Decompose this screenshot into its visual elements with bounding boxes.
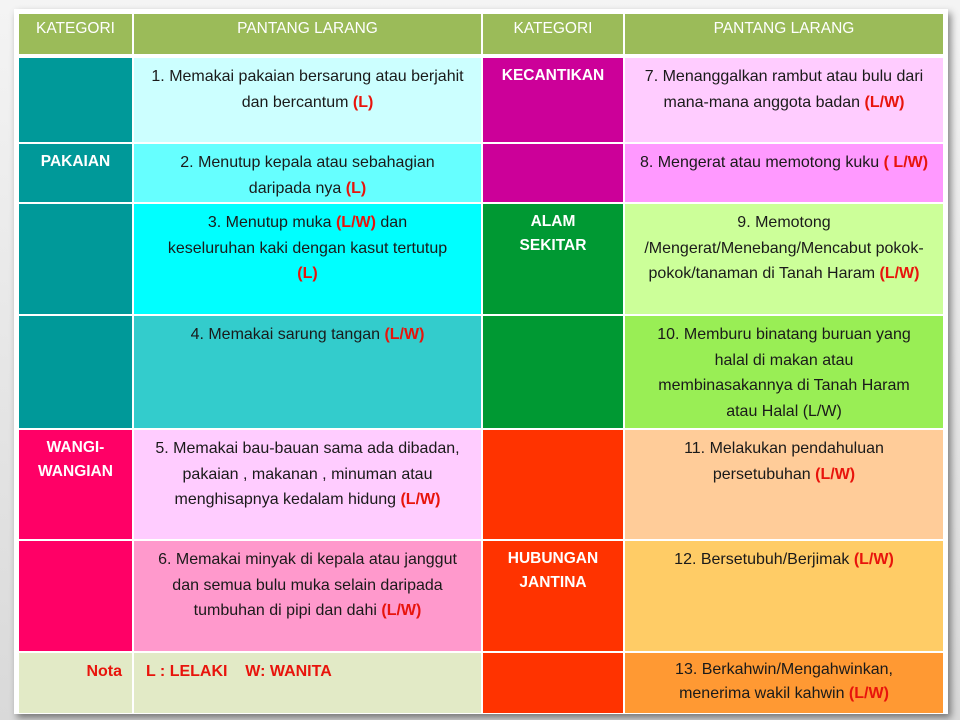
category-cell [483, 316, 623, 428]
category-cell [483, 430, 623, 539]
category-kecantikan: KECANTIKAN [483, 58, 623, 142]
category-pakaian: PAKAIAN [19, 144, 132, 202]
nota-label: Nota [19, 653, 132, 713]
item-12: 12. Bersetubuh/Berjimak (L/W) [625, 541, 943, 651]
item-5: 5. Memakai bau-bauan sama ada dibadan, pakaian , makanan , minuman atau menghisapnya kedalam hidung (L/W) [134, 430, 481, 539]
item-9: 9. Memotong /Mengerat/Menebang/Mencabut pokok-pokok/tanaman di Tanah Haram (L/W) [625, 204, 943, 314]
item-13: 13. Berkahwin/Mengahwinkan, menerima wakil kahwin (L/W) [625, 653, 943, 713]
header-pantang-1: PANTANG LARANG [134, 14, 481, 54]
item-10: 10. Memburu binatang buruan yang halal di makan atau membinasakannya di Tanah Haram atau Halal (L/W) [625, 316, 943, 428]
category-cell [19, 316, 132, 428]
item-11: 11. Melakukan pendahuluan persetubuhan (L/W) [625, 430, 943, 539]
header-kategori-1: KATEGORI [19, 14, 132, 54]
item-6: 6. Memakai minyak di kepala atau janggut dan semua bulu muka selain daripada tumbuhan di pipi dan dahi (L/W) [134, 541, 481, 651]
nota-value: L : LELAKI W: WANITA [134, 653, 481, 713]
category-cell [483, 144, 623, 202]
category-cell [19, 541, 132, 651]
item-1: 1. Memakai pakaian bersarung atau berjahit dan bercantum (L) [134, 58, 481, 142]
category-cell [19, 204, 132, 314]
item-7: 7. Menanggalkan rambut atau bulu dari mana-mana anggota badan (L/W) [625, 58, 943, 142]
header-pantang-2: PANTANG LARANG [625, 14, 943, 54]
category-alam-sekitar: ALAM SEKITAR [483, 204, 623, 314]
category-cell [19, 58, 132, 142]
header-kategori-2: KATEGORI [483, 14, 623, 54]
item-4: 4. Memakai sarung tangan (L/W) [134, 316, 481, 428]
table-frame [14, 9, 948, 714]
category-wangi-wangian: WANGI- WANGIAN [19, 430, 132, 539]
item-8: 8. Mengerat atau memotong kuku ( L/W) [625, 144, 943, 202]
category-hubungan-jantina: HUBUNGAN JANTINA [483, 541, 623, 651]
item-2: 2. Menutup kepala atau sebahagian daripada nya (L) [134, 144, 481, 202]
item-3: 3. Menutup muka (L/W) dan keseluruhan kaki dengan kasut tertutup (L) [134, 204, 481, 314]
category-cell [483, 653, 623, 713]
